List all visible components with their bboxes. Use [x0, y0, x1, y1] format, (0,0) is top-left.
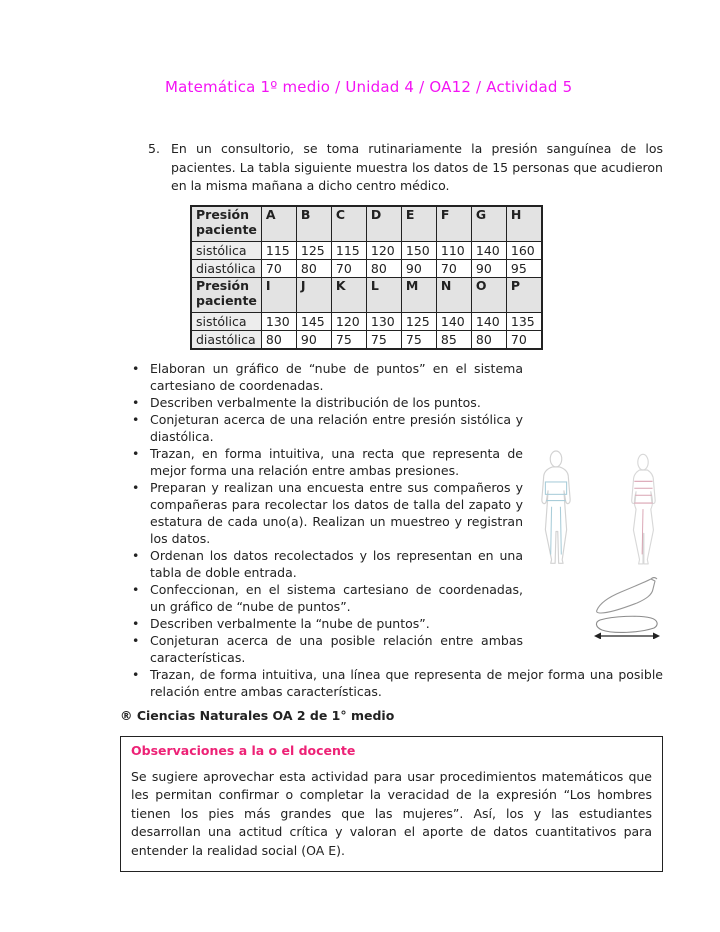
cross-subject-reference: ® Ciencias Naturales OA 2 de 1° medio — [120, 707, 395, 723]
table-patient-cell: B — [296, 206, 331, 242]
table-value-cell: 80 — [261, 330, 296, 349]
activity-bullet: • Ordenan los datos recolectados y los representan en una tabla de doble entrada. — [150, 547, 663, 581]
table-corner-cell: Presión paciente — [191, 206, 261, 242]
activity-bullet: • Describen verbalmente la distribución de los puntos. — [150, 394, 663, 411]
table-value-cell: 75 — [401, 330, 436, 349]
activity-bullet: • Conjeturan acerca de una posible relación entre ambas características. — [150, 632, 663, 666]
table-patient-cell: P — [506, 277, 542, 312]
table-value-cell: 135 — [506, 312, 542, 330]
table-value-cell: 95 — [506, 259, 542, 277]
activity-bullets-section — [120, 360, 663, 723]
table-value-cell: 150 — [401, 241, 436, 259]
activity-bullet: • Trazan, en forma intuitiva, una recta que representa de mejor forma una relación entre ambas presiones. — [150, 445, 663, 479]
table-value-cell: 70 — [331, 259, 366, 277]
table-value-cell: 130 — [261, 312, 296, 330]
activity-bullet: • Confeccionan, en el sistema cartesiano de coordenadas, un gráfico de “nube de puntos”. — [150, 581, 663, 615]
table-patient-cell: C — [331, 206, 366, 242]
activity-bullet: • Preparan y realizan una encuesta entre sus compañeros y compañeras para recolectar los datos de talla del zapato y estatura de cada uno(a). Realizan un muestreo y registran los datos. — [150, 479, 663, 547]
table-value-cell: 120 — [331, 312, 366, 330]
table-value-cell: 145 — [296, 312, 331, 330]
activity-bullet-list — [120, 360, 663, 700]
table-value-cell: 85 — [436, 330, 471, 349]
table-value-cell: 70 — [436, 259, 471, 277]
table-header-row — [191, 206, 542, 242]
table-value-cell: 70 — [261, 259, 296, 277]
table-value-cell: 110 — [436, 241, 471, 259]
table-patient-cell: H — [506, 206, 542, 242]
table-corner-cell: Presión paciente — [191, 277, 261, 312]
activity-bullet: • Conjeturan acerca de una relación entre presión sistólica y diastólica. — [150, 411, 663, 445]
table-data-row — [191, 259, 542, 277]
table-value-cell: 80 — [366, 259, 401, 277]
table-value-cell: 125 — [401, 312, 436, 330]
table-patient-cell: D — [366, 206, 401, 242]
table-patient-cell: F — [436, 206, 471, 242]
activity-bullet: • Elaboran un gráfico de “nube de puntos” en el sistema cartesiano de coordenadas. — [150, 360, 663, 394]
table-row-label: diastólica — [191, 330, 261, 349]
table-value-cell: 90 — [296, 330, 331, 349]
table-value-cell: 140 — [471, 312, 506, 330]
table-value-cell: 90 — [401, 259, 436, 277]
problem-text: En un consultorio, se toma rutinariamente la presión sanguínea de los pacientes. La tabla siguiente muestra los datos de 15 personas que acudieron en la misma mañana a dicho centro médico. — [171, 141, 663, 193]
table-patient-cell: M — [401, 277, 436, 312]
table-patient-cell: G — [471, 206, 506, 242]
table-data-row — [191, 312, 542, 330]
blood-pressure-table — [190, 205, 543, 350]
table-value-cell: 160 — [506, 241, 542, 259]
table-value-cell: 125 — [296, 241, 331, 259]
problem-number: 5. — [148, 141, 160, 156]
teacher-notes-title: Observaciones a la o el docente — [131, 742, 356, 758]
table-patient-cell: K — [331, 277, 366, 312]
table-value-cell: 75 — [331, 330, 366, 349]
table-header-row — [191, 277, 542, 312]
table-value-cell: 120 — [366, 241, 401, 259]
table-value-cell: 115 — [261, 241, 296, 259]
table-patient-cell: J — [296, 277, 331, 312]
teacher-notes-box — [120, 736, 663, 873]
teacher-notes-body: Se sugiere aprovechar esta actividad para usar procedimientos matemáticos que les permitan confirmar o completar la veracidad de la expresión “Los hombres tienen los pies más grandes que las mujeres”. Así, los y las estudiantes desarrollan una actitud crítica y valoran el aporte de datos cuantitativos para entender la realidad social (OA E). — [131, 768, 652, 858]
table-value-cell: 80 — [471, 330, 506, 349]
table-patient-cell: L — [366, 277, 401, 312]
table-patient-cell: O — [471, 277, 506, 312]
table-row-label: sistólica — [191, 241, 261, 259]
table-value-cell: 90 — [471, 259, 506, 277]
activity-bullet: • Trazan, de forma intuitiva, una línea que representa de mejor forma una posible relación entre ambas características. — [150, 666, 663, 700]
table-value-cell: 115 — [331, 241, 366, 259]
page-title: Matemática 1º medio / Unidad 4 / OA12 / Actividad 5 — [165, 78, 573, 96]
table-value-cell: 130 — [366, 312, 401, 330]
table-value-cell: 140 — [436, 312, 471, 330]
problem-statement — [148, 140, 663, 196]
table-row-label: diastólica — [191, 259, 261, 277]
table-patient-cell: E — [401, 206, 436, 242]
table-value-cell: 70 — [506, 330, 542, 349]
table-data-row — [191, 241, 542, 259]
table-patient-cell: I — [261, 277, 296, 312]
table-patient-cell: N — [436, 277, 471, 312]
table-value-cell: 140 — [471, 241, 506, 259]
table-value-cell: 80 — [296, 259, 331, 277]
table-value-cell: 75 — [366, 330, 401, 349]
table-data-row — [191, 330, 542, 349]
table-patient-cell: A — [261, 206, 296, 242]
table-row-label: sistólica — [191, 312, 261, 330]
activity-bullet: • Describen verbalmente la “nube de puntos”. — [150, 615, 663, 632]
